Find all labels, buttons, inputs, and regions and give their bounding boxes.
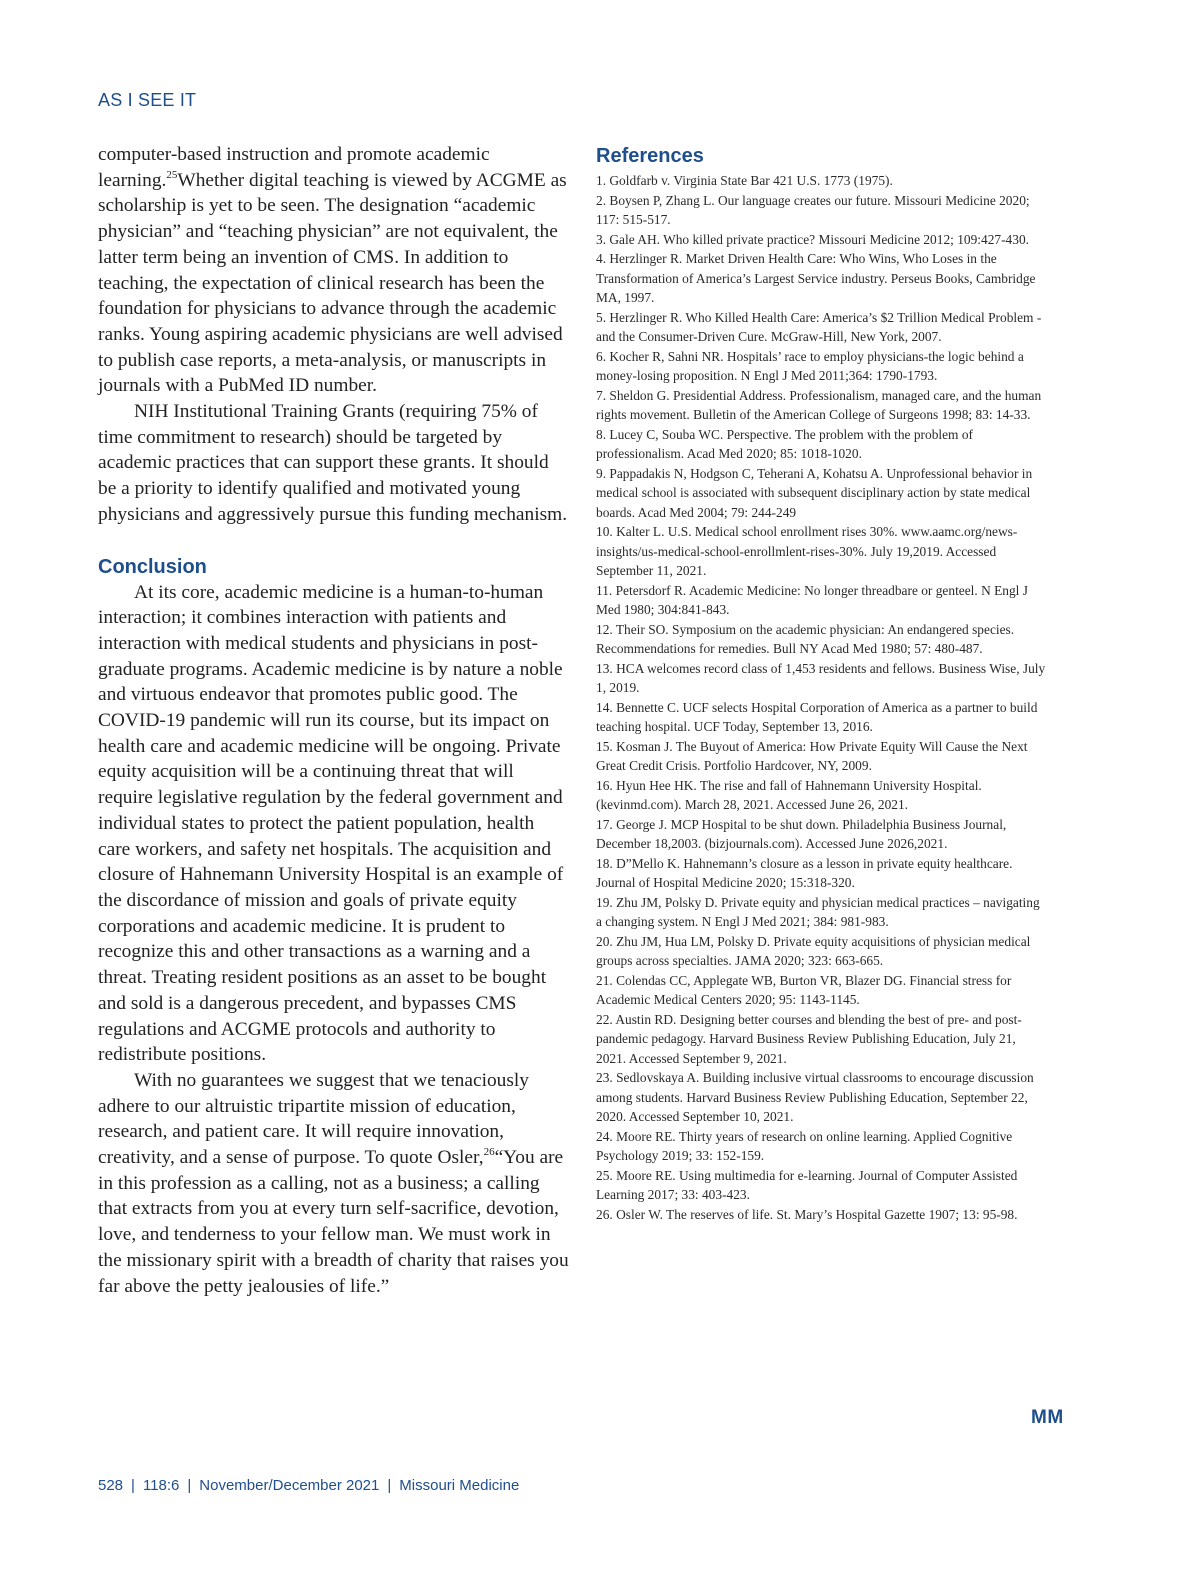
reference-item: 4. Herzlinger R. Market Driven Health Care: Who Wins, Who Loses in the Transformation of America’s Largest Service industry. Perseus Books, Cambridge MA, 1997. (596, 251, 1036, 305)
mm-end-mark: MM (1031, 1407, 1064, 1428)
references-column (596, 145, 1046, 1224)
reference-item: 8. Lucey C, Souba WC. Perspective. The problem with the problem of professionalism. Acad Med 2020; 85: 1018-1020. (596, 426, 973, 461)
references-heading: References (596, 145, 704, 167)
reference-item: 18. D”Mello K. Hahnemann’s closure as a lesson in private equity healthcare. Journal of Hospital Medicine 2020; 15:318-320. (596, 855, 1013, 890)
section-tag: AS I SEE IT (98, 90, 197, 110)
paragraph-4-text-a: With no guarantees we suggest that we tenaciously adhere to our altruistic tripartite mission of education, research, and patient care. It will require innovation, creativity, and a sense of purpose. To quote Osler, (98, 1069, 529, 1169)
page-footer (98, 1477, 519, 1494)
reference-item: 19. Zhu JM, Polsky D. Private equity and physician medical practices – navigating a changing system. N Engl J Med 2021; 384: 981-983. (596, 894, 1040, 929)
footer-date: November/December 2021 (199, 1477, 380, 1494)
reference-item: 21. Colendas CC, Applegate WB, Burton VR, Blazer DG. Financial stress for Academic Medical Centers 2020; 95: 1143-1145. (596, 972, 1012, 1007)
reference-item: 24. Moore RE. Thirty years of research on online learning. Applied Cognitive Psychology 2019; 33: 152-159. (596, 1128, 1013, 1163)
reference-item: 26. Osler W. The reserves of life. St. Mary’s Hospital Gazette 1907; 13: 95-98. (596, 1206, 1018, 1222)
footer-page-number: 528 (98, 1477, 124, 1494)
footer-separator: | (187, 1477, 192, 1494)
reference-item: 17. George J. MCP Hospital to be shut down. Philadelphia Business Journal, December 18,2003. (bizjournals.com). Accessed June 2026,2021. (596, 816, 1007, 851)
reference-item: 5. Herzlinger R. Who Killed Health Care: America’s $2 Trillion Medical Problem - and the Consumer-Driven Cure. McGraw-Hill, New York, 2007. (596, 309, 1042, 344)
citation-superscript-25: 25 (166, 168, 178, 181)
reference-item: 9. Pappadakis N, Hodgson C, Teherani A, Kohatsu A. Unprofessional behavior in medical school is associated with subsequent disciplinary action by state medical boards. Acad Med 2004; 79: 244-249 (596, 465, 1033, 520)
reference-item: 13. HCA welcomes record class of 1,453 residents and fellows. Business Wise, July 1, 2019. (596, 660, 1046, 695)
osler-quote: “You are in this profession as a calling, not as a business; a calling that extracts from you at every turn self-sacrifice, devotion, love, and tenderness to your fellow man. We must work in the missionary spirit with a breadth of charity that raises you far above the petty jealousies of life.” (98, 1147, 569, 1297)
footer-separator: | (387, 1477, 392, 1494)
body-paragraph-4 (98, 1068, 570, 1299)
paragraph-1-text-b: Whether digital teaching is viewed by ACGME as scholarship is yet to be seen. The designation “academic physician” and “teaching physician” are not equivalent, the latter term being an invention of CMS. In addition to teaching, the expectation of clinical research has been the foundation for physicians to advance through the academic ranks. Young aspiring academic physicians are well advised to publish case reports, a meta-analysis, or manuscripts in journals with a PubMed ID number. (98, 169, 567, 397)
reference-item: 3. Gale AH. Who killed private practice? Missouri Medicine 2012; 109:427-430. (596, 231, 1029, 247)
left-column (98, 142, 570, 1299)
reference-item: 11. Petersdorf R. Academic Medicine: No longer threadbare or genteel. N Engl J Med 1980; 304:841-843. (596, 582, 1028, 617)
footer-journal: Missouri Medicine (399, 1477, 520, 1494)
reference-item: 23. Sedlovskaya A. Building inclusive virtual classrooms to encourage discussion among students. Harvard Business Review Publishing Education, September 22, 2020. Accessed September 10, 2021. (596, 1070, 1034, 1124)
reference-item: 2. Boysen P, Zhang L. Our language creates our future. Missouri Medicine 2020; 117: 515-517. (596, 192, 1030, 227)
reference-item: 1. Goldfarb v. Virginia State Bar 421 U.S. 1773 (1975). (596, 173, 893, 188)
citation-superscript-26: 26 (483, 1146, 495, 1159)
body-paragraph-3: At its core, academic medicine is a human-to-human interaction; it combines interaction with patients and interaction with medical students and physicians in post-graduate programs. Academic medicine is by nature a noble and virtuous endeavor that promotes public good. The COVID-19 pandemic will run its course, but its impact on health care and academic medicine will be ongoing. Private equity acquisition will be a continuing threat that will require legislative regulation by the federal government and individual states to protect the patient population, health care workers, and safety net hospitals. The acquisition and closure of Hahnemann University Hospital is an example of the discordance of mission and goals of private equity corporations and academic medicine. It is prudent to recognize this and other transactions as a warning and a threat. Treating resident positions as an asset to be bought and sold is a dangerous precedent, and bypasses CMS regulations and ACGME protocols and authority to redistribute positions. (98, 581, 564, 1066)
reference-item: 14. Bennette C. UCF selects Hospital Corporation of America as a partner to build teaching hospital. UCF Today, September 13, 2016. (596, 699, 1038, 734)
reference-item: 6. Kocher R, Sahni NR. Hospitals’ race to employ physicians-the logic behind a money-losing proposition. N Engl J Med 2011;364: 1790-1793. (596, 348, 1024, 383)
conclusion-heading: Conclusion (98, 555, 207, 578)
reference-item: 22. Austin RD. Designing better courses and blending the best of pre- and post-pandemic pedagogy. Harvard Business Review Publishing Education, July 21, 2021. Accessed September 9, 2021. (596, 1011, 1022, 1066)
reference-item: 25. Moore RE. Using multimedia for e-learning. Journal of Computer Assisted Learning 2017; 33: 403-423. (596, 1167, 1018, 1202)
footer-separator: | (131, 1477, 135, 1494)
reference-item: 20. Zhu JM, Hua LM, Polsky D. Private equity acquisitions of physician medical groups across specialties. JAMA 2020; 323: 663-665. (596, 933, 1031, 968)
paragraph-1-text-a: computer-based instruction and promote academic learning. (98, 144, 490, 191)
references-list (596, 171, 1046, 1224)
reference-item: 12. Their SO. Symposium on the academic physician: An endangered species. Recommendations for remedies. Bull NY Acad Med 1980; 57: 480-487. (596, 621, 1015, 656)
body-paragraph-1 (98, 142, 570, 399)
footer-volume-issue: 118:6 (142, 1477, 180, 1494)
body-paragraph-2: NIH Institutional Training Grants (requiring 75% of time commitment to research) should be targeted by academic practices that can support these grants. It should be a priority to identify qualified and motivated young physicians and aggressively pursue this funding mechanism. (98, 401, 568, 525)
reference-item: 7. Sheldon G. Presidential Address. Professionalism, managed care, and the human rights movement. Bulletin of the American College of Surgeons 1998; 83: 14-33. (596, 387, 1042, 422)
reference-item: 10. Kalter L. U.S. Medical school enrollment rises 30%. www.aamc.org/news-insights/us-medical-school-enrollmlent-rises-30%. July 19,2019. Accessed September 11, 2021. (596, 524, 1018, 578)
reference-item: 16. Hyun Hee HK. The rise and fall of Hahnemann University Hospital. (kevinmd.com). March 28, 2021. Accessed June 26, 2021. (596, 777, 982, 812)
reference-item: 15. Kosman J. The Buyout of America: How Private Equity Will Cause the Next Great Credit Crisis. Portfolio Hardcover, NY, 2009. (596, 738, 1028, 773)
